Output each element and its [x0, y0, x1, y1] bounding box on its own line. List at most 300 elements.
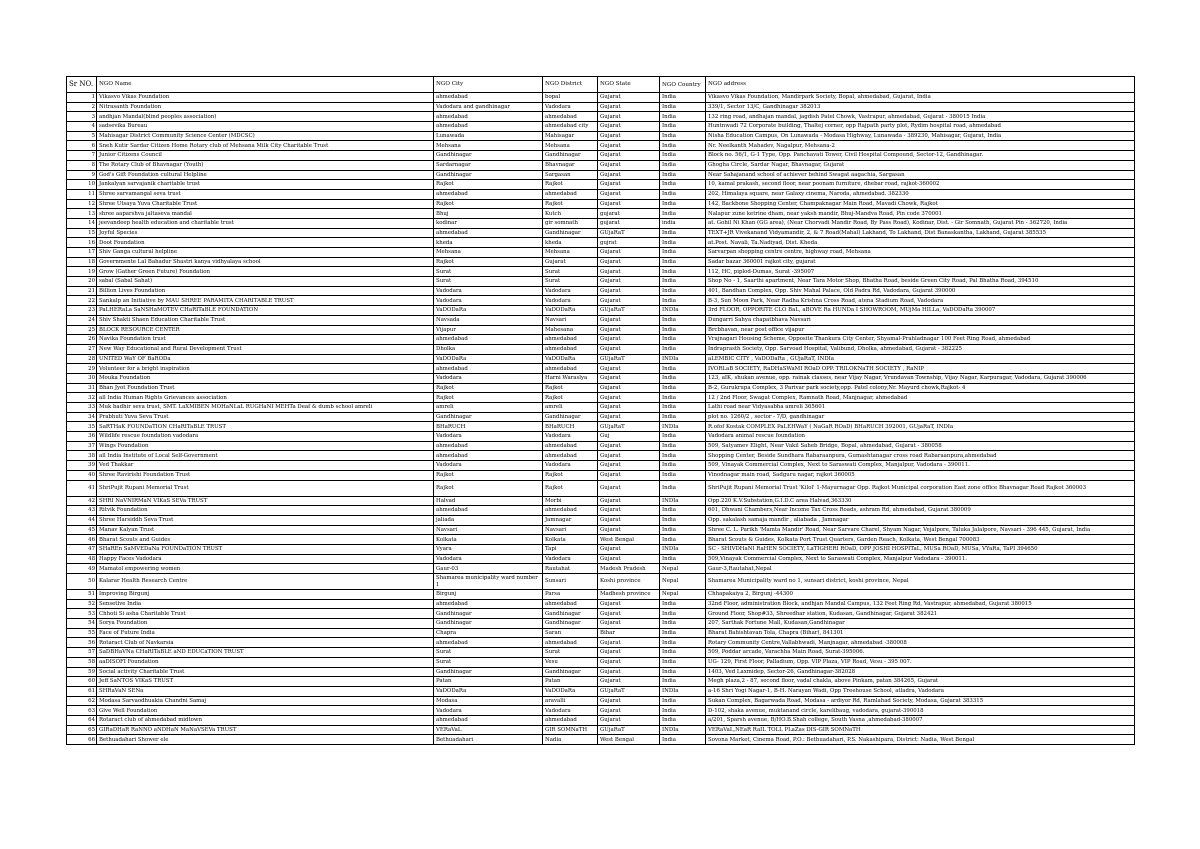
ngo-country-cell: India	[660, 267, 706, 277]
ngo-district-cell: VaDODaRa	[543, 354, 598, 364]
ngo-city-cell: VERaVaL	[434, 725, 543, 735]
table-row	[67, 696, 1135, 706]
table-row	[67, 151, 1135, 161]
ngo-name-cell: Nitrasanth Foundation	[97, 102, 434, 112]
ngo-name-cell: Shree Utsaya Yuva Charitable Trust	[97, 199, 434, 209]
ngo-state-cell: Gujarat	[598, 677, 660, 687]
table-row	[67, 564, 1135, 574]
sr-no-cell: 48	[67, 554, 97, 564]
table-row	[67, 199, 1135, 209]
ngo-address-cell: Huntnwadi 72 Corporate building, Thaltej corner, opp Rajpath party plot, Rydim hospital road, ahmedabad	[706, 122, 1135, 132]
ngo-country-cell: India	[660, 160, 706, 170]
table-row	[67, 364, 1135, 374]
ngo-address-cell: 3rd FLOOR, OPPORITE CLO BaL, aBOVE Ra HUNDa I SHOWROOM, MUjMa HILLa, VaDODaRa 390007	[706, 306, 1135, 316]
ngo-state-cell: Gujarat	[598, 506, 660, 516]
ngo-name-cell: sadsevika Bureau	[97, 122, 434, 132]
ngo-country-cell: India	[660, 383, 706, 393]
ngo-name-cell: Sneh Kutir Sardar Citizen Home Rotary club of Mehsana Milk City Charitable Trust	[97, 141, 434, 151]
table-row	[67, 403, 1135, 413]
ngo-name-cell: Volunteer for a bright inspiration	[97, 364, 434, 374]
ngo-city-cell: VaDODaRa	[434, 354, 543, 364]
ngo-address-cell: 509,Vinayak Commercial Complex, Next to Saraswati Complex, Manjalpur Vadodara - 390011.	[706, 554, 1135, 564]
ngo-district-cell: Saran	[543, 628, 598, 638]
ngo-name-cell: Shree Ravirishi Foundation Trust	[97, 470, 434, 480]
ngo-address-cell: Lathi road near Vidyasabha amreli 365601	[706, 403, 1135, 413]
ngo-state-cell: Gujarat	[598, 286, 660, 296]
ngo-name-cell: Sankalp an Initiative by MAU SHREE PARAMITA CHARITABLE TRUST	[97, 296, 434, 306]
ngo-name-cell: SaDBHaVNa CHaRITaBLE aND EDUCaTION TRUST	[97, 648, 434, 658]
ngo-city-cell: Vijapur	[434, 325, 543, 335]
ngo-country-cell: India	[660, 412, 706, 422]
ngo-district-cell: Navsari	[543, 525, 598, 535]
ngo-country-cell: India	[660, 296, 706, 306]
ngo-country-cell: India	[660, 657, 706, 667]
ngo-country-cell: Nepal	[660, 574, 706, 590]
table-row	[67, 480, 1135, 496]
table-row	[67, 432, 1135, 442]
ngo-name-cell: Wings Foundation	[97, 441, 434, 451]
ngo-state-cell: Gujarat	[598, 393, 660, 403]
ngo-city-cell: ahmedabad	[434, 715, 543, 725]
ngo-country-cell: India	[660, 238, 706, 248]
ngo-state-cell: Gujarat	[598, 335, 660, 345]
ngo-state-cell: Gujarat	[598, 706, 660, 716]
ngo-district-cell: Mehsana	[543, 141, 598, 151]
ngo-district-cell: Vadodara	[543, 286, 598, 296]
ngo-city-cell: Vadodara and gandhinagar	[434, 102, 543, 112]
ngo-name-cell: Grow (Gather Green Future) Foundation	[97, 267, 434, 277]
ngo-district-cell: ahmedabad	[543, 506, 598, 516]
ngo-district-cell: Bhavnagar	[543, 160, 598, 170]
ngo-state-cell: gujarat	[598, 218, 660, 228]
ngo-country-cell: India	[660, 315, 706, 325]
table-row	[67, 306, 1135, 316]
table-row	[67, 228, 1135, 238]
ngo-city-cell: Mehsana	[434, 141, 543, 151]
ngo-district-cell: Gandhinagar	[543, 609, 598, 619]
ngo-name-cell: Chhoti Si asha Charitable Trust	[97, 609, 434, 619]
ngo-city-cell: Rajkot	[434, 257, 543, 267]
sr-no-cell: 61	[67, 686, 97, 696]
ngo-state-cell: Gujarat	[598, 296, 660, 306]
table-row	[67, 344, 1135, 354]
ngo-name-cell: jeevandeep health education and charitable trust	[97, 218, 434, 228]
ngo-state-cell: GUjaRaT	[598, 354, 660, 364]
ngo-city-cell: ahmedabad	[434, 364, 543, 374]
ngo-name-cell: The Rotary Club of Bhavnagar (Youth)	[97, 160, 434, 170]
ngo-city-cell: Rajkot	[434, 180, 543, 190]
ngo-name-cell: God's Gift Foundation cultural Helpline	[97, 170, 434, 180]
ngo-state-cell: Gujarat	[598, 364, 660, 374]
ngo-name-cell: Mamatol empowering women	[97, 564, 434, 574]
sr-no-cell: 46	[67, 535, 97, 545]
ngo-city-cell: Halvad	[434, 496, 543, 506]
ngo-state-cell: Gujarat	[598, 315, 660, 325]
ngo-name-cell: Mouka Foundation	[97, 373, 434, 383]
ngo-country-cell: india	[660, 218, 706, 228]
ngo-district-cell: Surat	[543, 648, 598, 658]
ngo-district-cell: Sunsari	[543, 574, 598, 590]
table-row	[67, 325, 1135, 335]
sr-no-cell: 65	[67, 725, 97, 735]
ngo-address-cell: Shopping Center, Beside Sundhara Rabaraanpura, Gumashtanagar cross road Rabaraanpura,ahmedabad	[706, 451, 1135, 461]
ngo-country-cell: India	[660, 403, 706, 413]
ngo-name-cell: Improving Birgunj	[97, 590, 434, 600]
ngo-name-cell: Junior Citizens Council	[97, 151, 434, 161]
sr-no-cell: 57	[67, 648, 97, 658]
ngo-state-cell: Gujarat	[598, 451, 660, 461]
ngo-state-cell: Gujarat	[598, 277, 660, 287]
ngo-address-cell: 207, Sarthak Fortune Mall, Kudasan,Gandhinagar	[706, 619, 1135, 629]
ngo-address-cell: D-102, shaka avenue, muktanand circle, karelibaug, vadodara, gujarat-390018	[706, 706, 1135, 716]
sr-no-cell: 7	[67, 151, 97, 161]
ngo-name-cell: SHRI NaVNIRMaN VIKaS SEVa TRUST	[97, 496, 434, 506]
ngo-country-cell: India	[660, 248, 706, 258]
ngo-district-cell: Rajkot	[543, 480, 598, 496]
ngo-district-cell: ahmedabad	[543, 189, 598, 199]
ngo-country-cell: INDIa	[660, 686, 706, 696]
ngo-city-cell: ahmedabad	[434, 335, 543, 345]
ngo-district-cell: ahmedabad	[543, 451, 598, 461]
ngo-state-cell: Gujarat	[598, 373, 660, 383]
table-row	[67, 590, 1135, 600]
ngo-city-cell: Gaur-03	[434, 564, 543, 574]
ngo-city-cell: ahmedabad	[434, 228, 543, 238]
ngo-state-cell: GUjaRaT	[598, 306, 660, 316]
ngo-address-cell: UG- 129, First Floor, Palladium, Opp. VIP Plaza, VIP Road, Vesu - 395 007.	[706, 657, 1135, 667]
ngo-address-cell: SC - SHIVDHaNI RaHEN SOCIETY, LaTIGHERI ROaD, OPP JOSHI HOSPITaL, MUSa ROaD, MUSa, VYaRa, TaPI 394650	[706, 544, 1135, 554]
ngo-state-cell: Gujarat	[598, 325, 660, 335]
ngo-city-cell: Kolkata	[434, 535, 543, 545]
ngo-country-cell: Nepal	[660, 564, 706, 574]
ngo-city-cell: Surat	[434, 648, 543, 658]
ngo-address-cell: Megh plaza,2 - 87, second floor, vadal chakla, above Pinkam, patan 384265, Gujarat	[706, 677, 1135, 687]
sr-no-cell: 36	[67, 432, 97, 442]
ngo-address-cell: Shamarea Municipality ward no 1, sunsari district, koshi province, Nepal	[706, 574, 1135, 590]
ngo-country-cell: India	[660, 93, 706, 103]
ngo-name-cell: SHRaVaN SENa	[97, 686, 434, 696]
ngo-district-cell: VaDODaRa	[543, 306, 598, 316]
ngo-state-cell: Gujarat	[598, 441, 660, 451]
ngo-city-cell: Navsari	[434, 525, 543, 535]
ngo-address-cell: Bharat Bahishtavan Tola, Chapra (Bihar), 841301	[706, 628, 1135, 638]
ngo-district-cell: kheda	[543, 238, 598, 248]
ngo-city-cell: Shamarea municipality ward number 1	[434, 574, 543, 590]
ngo-state-cell: Gujarat	[598, 412, 660, 422]
table-row	[67, 422, 1135, 432]
ngo-name-cell: Social activity Charitable Trust	[97, 667, 434, 677]
ngo-district-cell: Mehsana	[543, 248, 598, 258]
ngo-city-cell: Surat	[434, 657, 543, 667]
ngo-address-cell: 132 ring road, andhajan mandal, jagdish Patel Chowk, Vastrapur, ahmedabad, Gujarat - 380015 India	[706, 112, 1135, 122]
ngo-state-cell: Gujarat	[598, 257, 660, 267]
ngo-name-cell: SHaREn SaMVEDaNa FOUNDaTION TRUST	[97, 544, 434, 554]
ngo-district-cell: aravalli	[543, 696, 598, 706]
ngo-district-cell: Vadodara	[543, 461, 598, 471]
ngo-country-cell: India	[660, 344, 706, 354]
ngo-city-cell: ahmedabad	[434, 189, 543, 199]
ngo-address-cell: Sadar bazar 360001 rajkot city, gujarat	[706, 257, 1135, 267]
ngo-state-cell: Gujarat	[598, 93, 660, 103]
ngo-city-cell: ahmedabad	[434, 506, 543, 516]
sr-no-cell: 18	[67, 257, 97, 267]
sr-no-cell: 3	[67, 112, 97, 122]
table-row	[67, 574, 1135, 590]
ngo-district-cell: Kutch	[543, 209, 598, 219]
ngo-district-cell: Mahisagar	[543, 131, 598, 141]
ngo-country-cell: India	[660, 170, 706, 180]
ngo-city-cell: Birgunj	[434, 590, 543, 600]
ngo-state-cell: Bihar	[598, 628, 660, 638]
ngo-address-cell: Indraprasth Society, Opp. Sarvoad Hospital, Valibund, Dholka, ahmedabad, Gujarat - 382225	[706, 344, 1135, 354]
sr-no-cell: 40	[67, 470, 97, 480]
ngo-state-cell: Gujarat	[598, 112, 660, 122]
ngo-address-cell: a/201, Sparsh avenue, B/HO.B.Shah college, South Vasna ,ahmedabad-380007	[706, 715, 1135, 725]
ngo-district-cell: Gandhinagar	[543, 667, 598, 677]
ngo-state-cell: Gujarat	[598, 344, 660, 354]
ngo-city-cell: Surat	[434, 267, 543, 277]
ngo-city-cell: ahmedabad	[434, 451, 543, 461]
sr-no-cell: 34	[67, 412, 97, 422]
ngo-address-cell: Ghogha Circle, Sardar Nagar, Bhavnagar, Gujarat	[706, 160, 1135, 170]
ngo-country-cell: India	[660, 619, 706, 629]
ngo-state-cell: Gujarat	[598, 131, 660, 141]
table-row	[67, 725, 1135, 735]
ngo-address-cell: Opp. sakalash samaja mandir , aliabada , Jamnagar	[706, 515, 1135, 525]
header-ngo-name: NGO Name	[97, 77, 434, 93]
ngo-city-cell: Surat	[434, 277, 543, 287]
ngo-district-cell: Surat	[543, 267, 598, 277]
table-row	[67, 122, 1135, 132]
ngo-district-cell: Vadodara	[543, 102, 598, 112]
ngo-name-cell: Sensetive India	[97, 599, 434, 609]
ngo-state-cell: gujrat	[598, 238, 660, 248]
ngo-name-cell: Bhan Jyot Foundation Trust	[97, 383, 434, 393]
ngo-district-cell: Surat	[543, 277, 598, 287]
ngo-address-cell: Vinodnagar main road, Sadguru nagar, rajkot 360005	[706, 470, 1135, 480]
ngo-district-cell: Vadodara	[543, 554, 598, 564]
ngo-country-cell: India	[660, 180, 706, 190]
ngo-city-cell: jaliada	[434, 515, 543, 525]
ngo-city-cell: Gandhinagar	[434, 609, 543, 619]
ngo-country-cell: India	[660, 228, 706, 238]
ngo-city-cell: Vadodara	[434, 706, 543, 716]
ngo-country-cell: INDIa	[660, 496, 706, 506]
ngo-district-cell: ahmedabad	[543, 638, 598, 648]
ngo-address-cell: Dungarri Sahya chapatbhava Navsari	[706, 315, 1135, 325]
ngo-name-cell: Shree Harsiddh Seva Trust	[97, 515, 434, 525]
ngo-address-cell: Bharat Scouts & Guides, Kolkata Port Trust Quarters, Garden Reach, Kolkata, West Bengal 700083	[706, 535, 1135, 545]
ngo-address-cell: 1403, Ved Laxmidep, Sector-26, Gandhinagar-382028	[706, 667, 1135, 677]
table-row	[67, 354, 1135, 364]
ngo-name-cell: Kalarar Health Research Centre	[97, 574, 434, 590]
ngo-country-cell: India	[660, 257, 706, 267]
sr-no-cell: 59	[67, 667, 97, 677]
sr-no-cell: 37	[67, 441, 97, 451]
ngo-address-cell: Nr. Neelkanth Mahadev, Nagalpur, Mehsana-2	[706, 141, 1135, 151]
ngo-state-cell: Gujarat	[598, 667, 660, 677]
ngo-country-cell: India	[660, 461, 706, 471]
ngo-district-cell: Gandhinagar	[543, 151, 598, 161]
ngo-address-cell: 509, Poddar arcade, Varachha Main Road, Surat-395006.	[706, 648, 1135, 658]
sr-no-cell: 22	[67, 296, 97, 306]
table-row	[67, 277, 1135, 287]
ngo-country-cell: India	[660, 286, 706, 296]
ngo-address-cell: 339/1, Sector 13/C, Gandhinagar 382013	[706, 102, 1135, 112]
sr-no-cell: 21	[67, 286, 97, 296]
ngo-name-cell: New Way Educational and Rural Development Trust	[97, 344, 434, 354]
ngo-city-cell: ahmedabad	[434, 122, 543, 132]
sr-no-cell: 26	[67, 335, 97, 345]
ngo-district-cell: Vadodara	[543, 296, 598, 306]
ngo-country-cell: India	[660, 525, 706, 535]
ngo-name-cell: Vikasvo Vikas Foundation	[97, 93, 434, 103]
ngo-name-cell: Muk badhir seva trust, SMT. LaXMIBEN MOHaNLaL RUGHaNI MEHTa Deaf & dumb school amreli	[97, 403, 434, 413]
ngo-address-cell: 112, HC, piplod-Dumas, Surat -395007	[706, 267, 1135, 277]
ngo-name-cell: GIRaDHaR RaNNO aNDHaN MaNaVSEVa TRUST	[97, 725, 434, 735]
ngo-city-cell: BHaRUCH	[434, 422, 543, 432]
sr-no-cell: 20	[67, 277, 97, 287]
ngo-name-cell: Joyful Species	[97, 228, 434, 238]
ngo-address-cell: B-2, Gurukrupa Complex, 3 Parivar park society,opp. Patel colony,Nr. Mayurd chowk,Rajkot- 4	[706, 383, 1135, 393]
sr-no-cell: 30	[67, 373, 97, 383]
ngo-name-cell: Prabhuti Yuva Seva Trust	[97, 412, 434, 422]
table-row	[67, 180, 1135, 190]
ngo-city-cell: ahmedabad	[434, 599, 543, 609]
header-row	[67, 77, 1135, 93]
ngo-city-cell: Rajkot	[434, 470, 543, 480]
ngo-district-cell: Jamnagar	[543, 515, 598, 525]
ngo-country-cell: India	[660, 131, 706, 141]
ngo-state-cell: Gujarat	[598, 657, 660, 667]
ngo-city-cell: VaDODaRa	[434, 686, 543, 696]
ngo-name-cell: Shree sarvamangal seva trust	[97, 189, 434, 199]
ngo-name-cell: Ved Thakkar	[97, 461, 434, 471]
ngo-state-cell: GUjaRaT	[598, 228, 660, 238]
ngo-address-cell: 401, Bandhan Complex, Opp. Shiv Mahal Palace, Old Padra Rd, Vadodara, Gujarat 390000	[706, 286, 1135, 296]
ngo-district-cell: Sargasan	[543, 170, 598, 180]
ngo-district-cell: ahmedabad	[543, 364, 598, 374]
sr-no-cell: 43	[67, 506, 97, 516]
sr-no-cell: 38	[67, 451, 97, 461]
table-row	[67, 286, 1135, 296]
ngo-city-cell: amreli	[434, 403, 543, 413]
ngo-country-cell: India	[660, 373, 706, 383]
ngo-address-cell: Vadodara animal rescue foundation	[706, 432, 1135, 442]
ngo-state-cell: Gujarat	[598, 199, 660, 209]
ngo-state-cell: gujarat	[598, 209, 660, 219]
sr-no-cell: 8	[67, 160, 97, 170]
ngo-state-cell: GUjaRaT	[598, 725, 660, 735]
ngo-district-cell: ahmedabad	[543, 715, 598, 725]
ngo-address-cell: 142, Backbone Shopping Center, Champaknagar Main Road, Mavadi Chowk, Rajkot	[706, 199, 1135, 209]
sr-no-cell: 12	[67, 199, 97, 209]
sr-no-cell: 63	[67, 706, 97, 716]
ngo-state-cell: Gujarat	[598, 383, 660, 393]
ngo-district-cell: Rajkot	[543, 199, 598, 209]
sr-no-cell: 6	[67, 141, 97, 151]
ngo-state-cell: Gujarat	[598, 648, 660, 658]
ngo-name-cell: Mahisagar District Community Science Center (MDCSC)	[97, 131, 434, 141]
ngo-country-cell: India	[660, 432, 706, 442]
ngo-country-cell: India	[660, 277, 706, 287]
ngo-address-cell: IVORLaB SOCIETY, RaDHaSWaMI ROaD OPP. TRILOKNaTH SOCIETY , RaNIP	[706, 364, 1135, 374]
table-row	[67, 525, 1135, 535]
table-row	[67, 706, 1135, 716]
ngo-district-cell: GIR SOMNaTH	[543, 725, 598, 735]
table-row	[67, 628, 1135, 638]
ngo-city-cell: Rajkot	[434, 383, 543, 393]
table-row	[67, 470, 1135, 480]
table-row	[67, 267, 1135, 277]
ngo-country-cell: India	[660, 599, 706, 609]
sr-no-cell: 47	[67, 544, 97, 554]
ngo-address-cell: Chhapakaiya 2, Birgunj -44300	[706, 590, 1135, 600]
ngo-district-cell: ahmedabad	[543, 112, 598, 122]
ngo-state-cell: Gujarat	[598, 554, 660, 564]
ngo-country-cell: India	[660, 441, 706, 451]
table-row	[67, 315, 1135, 325]
ngo-address-cell: Sukan Complex, Bagarwada Road, Modasa - ardiyor Rd, Ramlahad Society, Modasa, Gujarat 383315	[706, 696, 1135, 706]
sr-no-cell: 49	[67, 564, 97, 574]
ngo-name-cell: Ritvik Foundation	[97, 506, 434, 516]
header-ngo-district: NGO District	[543, 77, 598, 93]
ngo-district-cell: Parsa	[543, 590, 598, 600]
ngo-country-cell: Nepal	[660, 590, 706, 600]
ngo-district-cell: Rautahat	[543, 564, 598, 574]
ngo-state-cell: Gujarat	[598, 160, 660, 170]
ngo-city-cell: ahmedabad	[434, 93, 543, 103]
ngo-state-cell: Gujarat	[598, 496, 660, 506]
header-ngo-city: NGO City	[434, 77, 543, 93]
ngo-address-cell: R.ofof Kostak COMPLEX PaLEHWaY ( NaGaR ROaD) BHaRUCH 392001, GUjaRaT, INDIa	[706, 422, 1135, 432]
ngo-address-cell: 32nd Floor, administration Block, andhjan Mandal Campus, 132 Feet Ring Rd, Vastrapur, ahmedabad, Gujarat 380015	[706, 599, 1135, 609]
ngo-state-cell: Gujarat	[598, 715, 660, 725]
sr-no-cell: 56	[67, 638, 97, 648]
ngo-name-cell: shree aaparshva jaltaseva mandal	[97, 209, 434, 219]
ngo-name-cell: sabal (Sabal Sahat)	[97, 277, 434, 287]
ngo-city-cell: Bhuj	[434, 209, 543, 219]
table-row	[67, 619, 1135, 629]
ngo-address-cell: Vikasvo Vikas Foundation, Mandirpark Society, Bopal, ahmedabad, Gujarat, India	[706, 93, 1135, 103]
table-row	[67, 383, 1135, 393]
sr-no-cell: 35	[67, 422, 97, 432]
table-row	[67, 686, 1135, 696]
ngo-address-cell: plot no. 1260/2 , sector - 7/D, gandhinagar	[706, 412, 1135, 422]
ngo-district-cell: Tapi	[543, 544, 598, 554]
ngo-district-cell: Rajkot	[543, 470, 598, 480]
ngo-district-cell: Gandhinagar	[543, 228, 598, 238]
ngo-state-cell: Gujarat	[598, 189, 660, 199]
sr-no-cell: 2	[67, 102, 97, 112]
sr-no-cell: 17	[67, 248, 97, 258]
sr-no-cell: 16	[67, 238, 97, 248]
ngo-city-cell: Chapra	[434, 628, 543, 638]
ngo-address-cell: Nalapur zune ketrine dham, near yaksh mandir, Bhuj-Mandva Road, Pin code 370001	[706, 209, 1135, 219]
sr-no-cell: 31	[67, 383, 97, 393]
ngo-city-cell: ahmedabad	[434, 441, 543, 451]
ngo-country-cell: India	[660, 470, 706, 480]
ngo-country-cell: India	[660, 706, 706, 716]
ngo-state-cell: Gujarat	[598, 403, 660, 413]
header-sr-no: Sr NO.	[67, 77, 97, 93]
ngo-country-cell: India	[660, 667, 706, 677]
ngo-district-cell: VaDODaRa	[543, 686, 598, 696]
ngo-name-cell: all India Institute of Local Self-Government	[97, 451, 434, 461]
table-row	[67, 218, 1135, 228]
ngo-country-cell: India	[660, 335, 706, 345]
ngo-country-cell: INDIa	[660, 422, 706, 432]
